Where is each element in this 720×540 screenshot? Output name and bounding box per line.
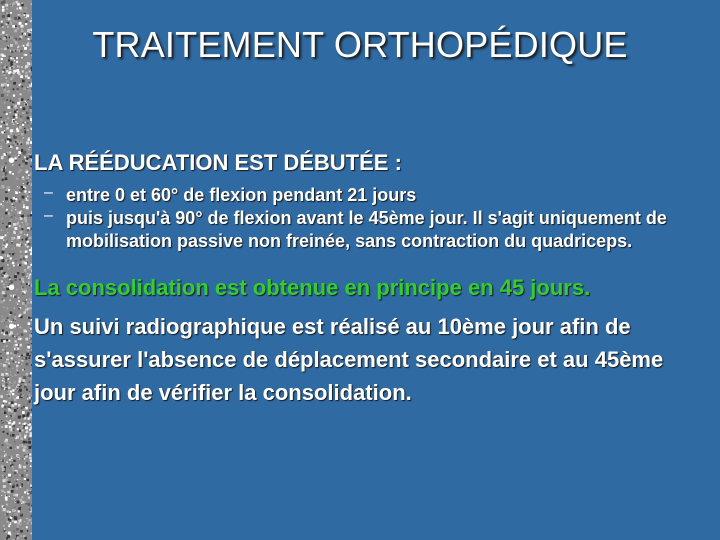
list-item-consolidation (8, 265, 678, 310)
dash-glyph: – (44, 184, 53, 201)
subitem-flexion-60 (44, 184, 720, 207)
subitem-text: entre 0 et 60° de flexion pendant 21 jours (66, 185, 417, 205)
heading-reeducation: LA RÉÉDUCATION EST DÉBUTÉE : (34, 150, 402, 175)
list-item-suivi (8, 310, 708, 409)
slide-title: TRAITEMENT ORTHOPÉDIQUE (92, 24, 628, 65)
bullet-glyph: • (8, 150, 16, 172)
list-item-reeducation (8, 150, 708, 184)
dash-glyph: – (44, 207, 53, 224)
subitem-flexion-90 (44, 207, 706, 253)
subitem-text: puis jusqu'à 90° de flexion avant le 45ème jour. Il s'agit uniquement de mobilisation passive non freinée, sans contraction du quadriceps. (66, 208, 667, 251)
bullet-glyph: • (8, 277, 16, 299)
bullet-glyph: • (8, 316, 16, 338)
consolidation-text: La consolidation est obtenue en principe en 45 jours. (34, 275, 591, 300)
suivi-text: Un suivi radiographique est réalisé au 10ème jour afin de s'assurer l'absence de déplacement secondaire et au 45ème jour afin de vérifier la consolidation. (34, 314, 664, 405)
bullet-list (8, 150, 708, 409)
